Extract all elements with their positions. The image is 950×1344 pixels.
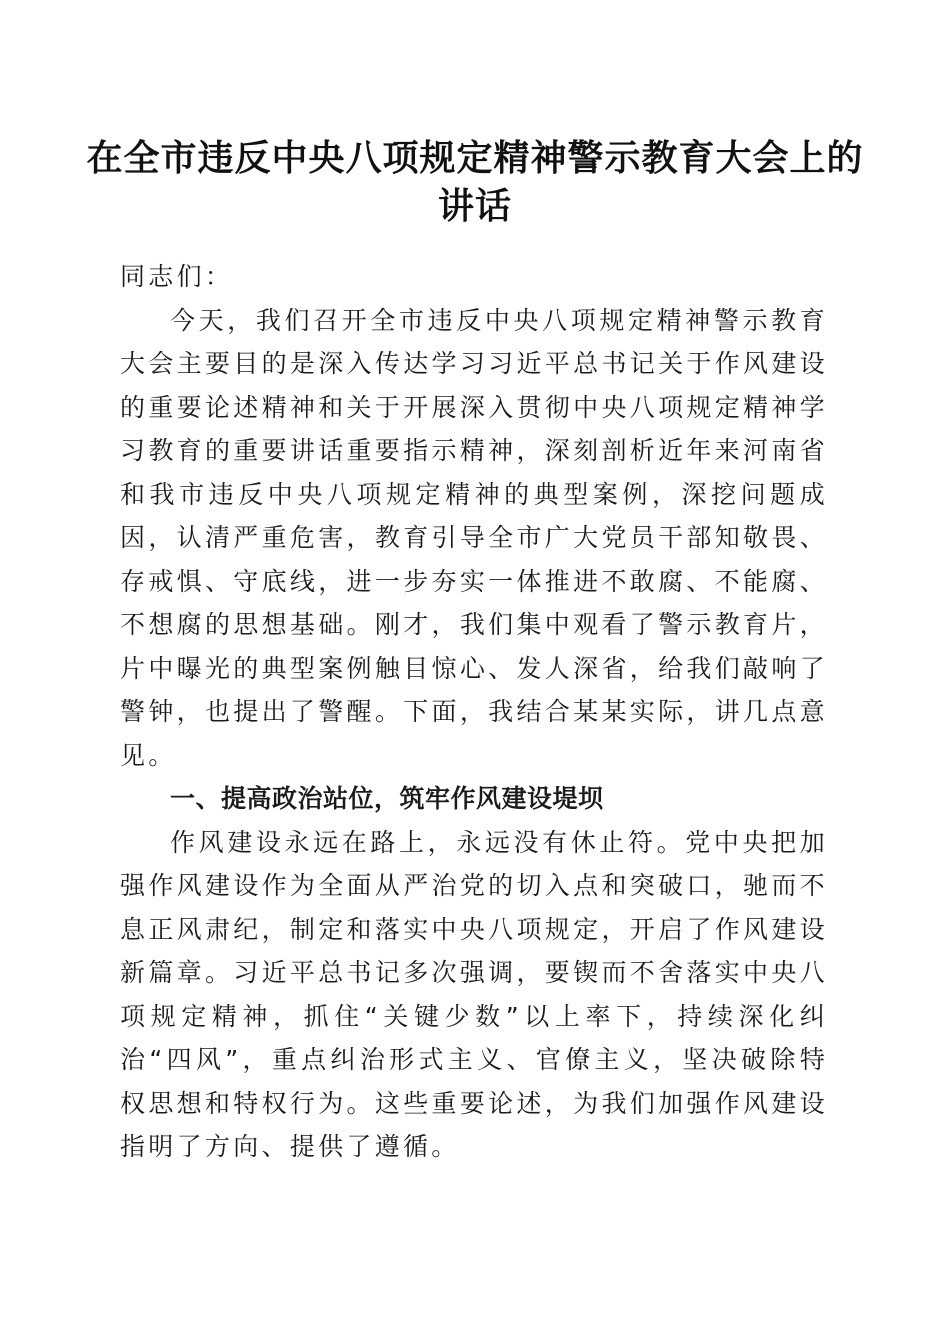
document-body: [120, 255, 828, 1169]
section-heading: 一、提高政治站位，筑牢作风建设堤坝: [170, 784, 604, 813]
section-paragraph: 作风建设永远在路上，永远没有休止符。党中央把加强作风建设作为全面从严治党的切入点和突破口，驰而不息正风肃纪，制定和落实中央八项规定，开启了作风建设新篇章。习近平总书记多次强调，要锲而不舍落实中央八项规定精神，抓住“关键少数”以上率下，持续深化纠治“四风”，重点纠治形式主义、官僚主义，坚决破除特权思想和特权行为。这些重要论述，为我们加强作风建设指明了方向、提供了遵循。: [120, 827, 828, 1161]
salutation: 同志们：: [120, 262, 234, 291]
document-title: 在全市违反中央八项规定精神警示教育大会上的讲话: [86, 137, 864, 227]
intro-paragraph: 今天，我们召开全市违反中央八项规定精神警示教育大会主要目的是深入传达学习习近平总书记关于作风建设的重要论述精神和关于开展深入贯彻中央八项规定精神学习教育的重要讲话重要指示精神，深刻剖析近年来河南省和我市违反中央八项规定精神的典型案例，深挖问题成因，认清严重危害，教育引导全市广大党员干部知敬畏、存戒惧、守底线，进一步夯实一体推进不敢腐、不能腐、不想腐的思想基础。刚才，我们集中观看了警示教育片，片中曝光的典型案例触目惊心、发人深省，给我们敲响了警钟，也提出了警醒。下面，我结合某某实际，讲几点意见。: [120, 305, 828, 770]
